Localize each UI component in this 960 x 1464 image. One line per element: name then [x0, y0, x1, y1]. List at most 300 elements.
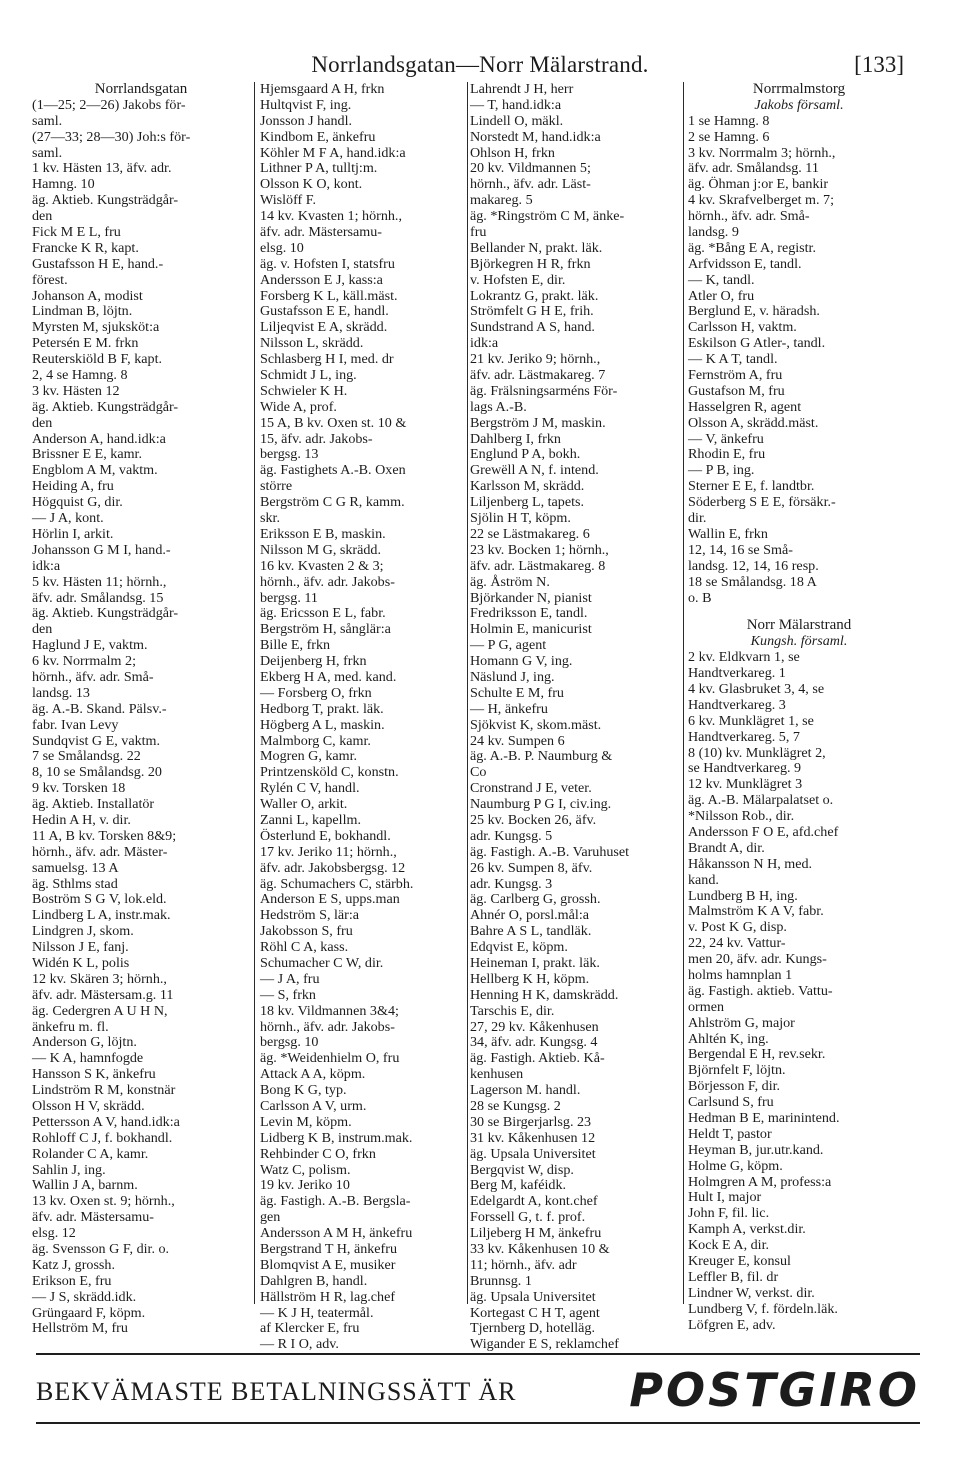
directory-entry: Hedin A H, v. dir. — [32, 811, 131, 828]
directory-entry: Homann G V, ing. — [470, 653, 573, 670]
directory-entry: Grewëll A N, f. intend. — [470, 462, 599, 479]
directory-entry: Fick M E L, fru — [32, 224, 121, 241]
directory-entry: — T, hand.idk:a — [470, 96, 562, 113]
directory-entry: 34, äfv. adr. Kungsg. 4 — [470, 1034, 598, 1051]
directory-entry: 4 kv. Glasbruket 3, 4, se — [688, 680, 825, 697]
directory-entry: 15, äfv. adr. Jakobs- — [260, 430, 373, 447]
directory-entry: Petersén E M. frkn — [32, 335, 139, 352]
directory-entry: Björkander N, pianist — [470, 589, 592, 606]
directory-entry: holms hamnplan 1 — [688, 966, 793, 983]
directory-entry: — J A, fru — [260, 970, 320, 987]
directory-entry: Lagerson M. handl. — [470, 1082, 581, 1099]
column-divider — [683, 82, 684, 1304]
directory-entry: Bergstrand T H, änkefru — [260, 1241, 397, 1258]
directory-entry: — V, änkefru — [688, 430, 764, 447]
directory-entry: Liljenberg L, tapets. — [470, 494, 585, 511]
directory-entry: Johanson A, modist — [32, 287, 143, 304]
directory-entry: (1—25; 2—26) Jakobs för- — [32, 96, 186, 113]
directory-entry: Andersson E J, kass:a — [260, 271, 383, 288]
directory-entry: Tarschis E, dir. — [470, 1002, 555, 1019]
directory-entry: Heineman I, prakt. läk. — [470, 954, 600, 971]
directory-entry: Erikson E, fru — [32, 1272, 112, 1289]
directory-entry: saml. — [32, 144, 63, 161]
directory-entry: Karlsson M, skrädd. — [470, 478, 585, 495]
directory-entry: Brandt A, dir. — [688, 839, 765, 856]
directory-entry: Gustafsson E E, handl. — [260, 303, 389, 320]
directory-entry: äg. *Weidenhielm O, fru — [260, 1050, 400, 1067]
directory-entry: Köhler M F A, hand.idk:a — [260, 144, 406, 161]
directory-entry: 27, 29 kv. Kåkenhusen — [470, 1018, 599, 1035]
directory-entry: Rehbinder C O, frkn — [260, 1145, 376, 1162]
directory-entry: Holmgren A M, profess:a — [688, 1173, 832, 1190]
directory-entry: Hedman B E, marinintend. — [688, 1110, 840, 1126]
directory-entry: Heyman B, jur.utr.kand. — [688, 1141, 824, 1158]
directory-entry: äg. Svensson G F, dir. o. — [32, 1241, 170, 1258]
directory-entry: fabr. Ivan Levy — [32, 716, 119, 733]
directory-entry: Carlsund S, fru — [688, 1094, 774, 1111]
directory-entry: den — [32, 621, 53, 638]
directory-entry: 8, 10 se Smålandsg. 20 — [32, 764, 162, 781]
directory-entry: Kindbom E, änkefru — [260, 128, 376, 145]
directory-entry: 15 A, B kv. Oxen st. 10 & — [260, 414, 407, 431]
directory-entry: 22, 24 kv. Vattur- — [688, 935, 786, 952]
directory-entry: John F, fil. lic. — [688, 1205, 770, 1222]
directory-entry: Hellberg K H, köpm. — [470, 970, 590, 987]
directory-entry: Forsberg K L, käll.mäst. — [260, 287, 398, 304]
directory-entry: äg. Ericsson E L, fabr. — [260, 605, 386, 622]
directory-entry: Wallin E, frkn — [688, 525, 768, 542]
directory-entry: *Nilsson Rob., dir. — [688, 808, 795, 825]
directory-entry: Söderberg S E E, försäkr.- — [688, 494, 836, 511]
directory-entry: Reuterskiöld B F, kapt. — [32, 351, 163, 368]
directory-entry: — H, änkefru — [470, 700, 548, 717]
directory-entry: äfv. adr. Mästersam.g. 11 — [32, 986, 174, 1003]
directory-entry: äfv. adr. Lästmakareg. 8 — [470, 557, 606, 574]
directory-entry: 12, 14, 16 se Små- — [688, 541, 793, 558]
directory-entry: landsg. 9 — [688, 224, 739, 241]
directory-entry: Berg M, kaféidk. — [470, 1177, 567, 1194]
directory-entry: Leffler B, fil. dr — [688, 1268, 779, 1285]
directory-entry: äg. Fastigh. A.-B. Bergsla- — [260, 1193, 411, 1210]
directory-entry: Sahlin J, ing. — [32, 1161, 106, 1178]
directory-entry: 25 kv. Bocken 26, äfv. — [470, 811, 597, 828]
directory-entry: äg. Carlberg G, grossh. — [470, 891, 601, 908]
directory-entry: 7 se Smålandsg. 22 — [32, 748, 141, 765]
directory-entry: Bille E, frkn — [260, 637, 331, 654]
directory-column-4 — [688, 81, 910, 1333]
directory-entry: 18 kv. Vildmannen 3&4; — [260, 1002, 399, 1019]
directory-entry: Englund P A, bokh. — [470, 446, 581, 463]
directory-entry: bergsg. 11 — [260, 589, 318, 606]
directory-entry: Lahrendt J H, herr — [470, 81, 574, 97]
directory-entry: 26 kv. Sumpen 8, äfv. — [470, 859, 593, 876]
directory-entry: landsg. 13 — [32, 684, 90, 701]
directory-entry: Liljeqvist E A, skrädd. — [260, 319, 388, 336]
directory-entry: den — [32, 414, 53, 431]
directory-column-3 — [470, 81, 680, 1353]
directory-entry: Francke K R, kapt. — [32, 239, 139, 256]
directory-entry: Ekberg H A, med. kand. — [260, 668, 397, 685]
directory-entry: äfv. adr. Jakobsbergsg. 12 — [260, 859, 406, 876]
directory-entry: 30 se Birgerjarlsg. 23 — [470, 1113, 592, 1130]
directory-entry: Lindner W, verkst. dir. — [688, 1284, 815, 1301]
directory-entry: Widén K L, polis — [32, 954, 130, 971]
directory-entry: Anderson E S, upps.man — [260, 891, 400, 908]
directory-entry: Ohlson H, frkn — [470, 144, 555, 161]
parish-subheading: Kungsh. församl. — [750, 633, 848, 650]
directory-entry: Malmström K A V, fabr. — [688, 903, 824, 920]
directory-entry: 11 A, B kv. Torsken 8&9; — [32, 827, 177, 844]
directory-entry: 21 kv. Jeriko 9; hörnh., — [470, 351, 601, 368]
directory-entry: 3 kv. Hästen 12 — [32, 382, 120, 399]
directory-entry: saml. — [32, 112, 63, 129]
directory-entry: Hultqvist F, ing. — [260, 96, 352, 113]
directory-entry: 5 kv. Hästen 11; hörnh., — [32, 573, 167, 590]
directory-entry: samuelsg. 13 A — [32, 859, 119, 876]
directory-entry: 17 kv. Jeriko 11; hörnh., — [260, 843, 397, 860]
directory-entry: Nilsson M G, skrädd. — [260, 541, 381, 558]
directory-entry: Johansson G M I, hand.- — [32, 541, 171, 558]
directory-entry: Kortegast C H T, agent — [470, 1304, 600, 1321]
directory-entry: äg. Aktieb. Kungsträdgår- — [32, 192, 179, 209]
directory-entry: Engblom A M, vaktm. — [32, 462, 158, 479]
directory-entry: 18 se Smålandsg. 18 A — [688, 573, 817, 590]
directory-entry: o. B — [688, 589, 712, 606]
directory-entry: äg. Aktieb. Installatör — [32, 796, 155, 813]
footer-rule-top — [36, 1353, 920, 1355]
directory-entry: äg. Schumachers C, stärbh. — [260, 875, 414, 892]
directory-entry: Bergqvist W, disp. — [470, 1161, 574, 1178]
directory-entry: äg. Öhman j:or E, bankir — [688, 176, 829, 193]
directory-entry: bergsg. 10 — [260, 1034, 319, 1051]
directory-entry: Malmborg C, kamr. — [260, 732, 371, 749]
directory-entry: Bergström J M, maskin. — [470, 414, 606, 431]
directory-entry: Boström S G V, lok.eld. — [32, 891, 167, 908]
directory-entry: 2 kv. Eldkvarn 1, se — [688, 649, 800, 666]
directory-entry: Katz J, grossh. — [32, 1256, 115, 1273]
directory-entry: — P G, agent — [470, 637, 547, 654]
directory-entry: — K A, hamnfogde — [32, 1050, 144, 1067]
directory-entry: Edqvist E, köpm. — [470, 939, 568, 956]
directory-entry: Sjölin H T, köpm. — [470, 510, 571, 527]
directory-entry: hörnh., äfv. adr. Mäster- — [32, 843, 168, 860]
directory-entry: äg. Fastigh. A.-B. Varuhuset — [470, 843, 630, 860]
street-heading: Norr Mälarstrand — [746, 617, 852, 634]
directory-entry: Lindman B, löjtn. — [32, 303, 133, 320]
directory-entry: Hult I, major — [688, 1189, 762, 1206]
directory-entry: 8 (10) kv. Munklägret 2, — [688, 744, 826, 761]
directory-entry: Sterner E E, f. landtbr. — [688, 478, 815, 495]
directory-entry: fru — [470, 224, 487, 241]
directory-entry: hörnh., äfv. adr. Läst- — [470, 176, 591, 193]
directory-entry: förest. — [32, 271, 68, 288]
directory-entry: Schumacher C W, dir. — [260, 954, 384, 971]
directory-entry: Gustafson M, fru — [688, 382, 785, 399]
directory-entry: (27—33; 28—30) Joh:s för- — [32, 128, 191, 145]
directory-entry: Wallin J A, barnm. — [32, 1177, 138, 1194]
directory-entry: Wide A, prof. — [260, 398, 337, 415]
directory-entry: hörnh., äfv. adr. Små- — [32, 668, 154, 685]
directory-entry: Henning H K, damskrädd. — [470, 986, 619, 1003]
directory-entry: — R I O, adv. — [260, 1336, 339, 1353]
directory-entry: 2 se Hamng. 6 — [688, 128, 770, 145]
directory-entry: Kreuger E, konsul — [688, 1253, 791, 1270]
directory-entry: Pettersson A V, hand.idk:a — [32, 1113, 180, 1130]
directory-entry: Brunnsg. 1 — [470, 1272, 532, 1289]
directory-entry: 11; hörnh., äfv. adr — [470, 1256, 577, 1273]
directory-entry: se Handtverkareg. 9 — [688, 760, 802, 777]
directory-entry: landsg. 12, 14, 16 resp. — [688, 557, 819, 574]
directory-entry: elsg. 12 — [32, 1225, 76, 1242]
directory-entry: Hörlin I, arkit. — [32, 525, 114, 542]
directory-entry: Högberg A L, maskin. — [260, 716, 385, 733]
directory-entry: Rohloff C J, f. bokhandl. — [32, 1129, 173, 1146]
column-divider — [254, 82, 255, 1304]
directory-entry: äg. Fastigh. aktieb. Vattu- — [688, 982, 833, 999]
directory-entry: Börjesson F, dir. — [688, 1078, 781, 1095]
directory-entry: Carlsson A V, urm. — [260, 1098, 367, 1114]
postgiro-logo: POSTGIRO — [629, 1363, 920, 1417]
directory-entry: Röhl C A, kass. — [260, 939, 349, 956]
directory-entry: äg. *Bång E A, registr. — [688, 239, 816, 256]
directory-entry: Hasselgren R, agent — [688, 398, 802, 415]
directory-entry: 4 kv. Skrafvelberget m. 7; — [688, 192, 834, 209]
directory-entry: Mogren G, kamr. — [260, 748, 358, 765]
directory-entry: äfv. adr. Mästersamu- — [32, 1209, 154, 1226]
directory-entry: Näslund J, ing. — [470, 668, 555, 685]
directory-entry: 33 kv. Kåkenhusen 10 & — [470, 1241, 610, 1258]
directory-entry: Olsson K O, kont. — [260, 176, 363, 193]
directory-entry: Lidberg K B, instrum.mak. — [260, 1129, 413, 1146]
directory-entry: Levin M, köpm. — [260, 1113, 352, 1130]
footer-rule-bottom — [36, 1422, 920, 1424]
directory-entry: Kock E A, dir. — [688, 1237, 770, 1254]
directory-entry: 2, 4 se Hamng. 8 — [32, 367, 128, 384]
directory-entry: Jonsson J handl. — [260, 112, 353, 129]
directory-entry: Deijenberg H, frkn — [260, 653, 367, 670]
directory-entry: Liljeberg H M, änkefru — [470, 1225, 602, 1242]
directory-entry: 22 se Lästmakareg. 6 — [470, 525, 590, 542]
directory-entry: lags A.-B. — [470, 398, 527, 415]
directory-entry: Handtverkareg. 3 — [688, 696, 786, 713]
directory-entry: Hjemsgaard A H, frkn — [260, 81, 385, 97]
directory-entry: Rolander C A, kamr. — [32, 1145, 149, 1162]
directory-entry: 20 kv. Vildmannen 5; — [470, 160, 591, 177]
directory-entry: ormen — [688, 998, 725, 1015]
directory-entry: Olsson H V, skrädd. — [32, 1098, 145, 1114]
directory-entry: Dahlberg I, frkn — [470, 430, 561, 447]
directory-entry: Håkansson N H, med. — [688, 855, 813, 872]
directory-entry: Zanni L, kapellm. — [260, 811, 361, 828]
directory-entry: Gustafsson H E, hand.- — [32, 255, 164, 272]
directory-entry: bergsg. 13 — [260, 446, 319, 463]
directory-entry: Bergendal E H, rev.sekr. — [688, 1046, 826, 1063]
directory-entry: äg. Åström N. — [470, 573, 550, 590]
directory-entry: Björnfelt F, löjtn. — [688, 1062, 786, 1079]
directory-entry: — J A, kont. — [32, 510, 104, 527]
directory-entry: Kamph A, verkst.dir. — [688, 1221, 806, 1238]
directory-entry: Eskilson G Atler-, tandl. — [688, 335, 826, 352]
directory-entry: Arfvidsson E, tandl. — [688, 255, 802, 272]
directory-entry: Högquist G, dir. — [32, 494, 123, 511]
directory-entry: v. Hofsten E, dir. — [470, 271, 566, 288]
directory-entry: Wislöff F. — [260, 192, 316, 209]
directory-entry: Rylén C V, handl. — [260, 780, 360, 797]
directory-column-2 — [260, 81, 463, 1353]
directory-entry: Fernström A, fru — [688, 367, 783, 384]
directory-entry: äfv. adr. Smålandsg. 15 — [32, 589, 164, 606]
directory-entry: 28 se Kungsg. 2 — [470, 1098, 561, 1114]
directory-entry: Eriksson E B, maskin. — [260, 525, 386, 542]
directory-entry: Jakobsson S, fru — [260, 923, 353, 940]
directory-entry: Rhodin E, fru — [688, 446, 766, 463]
directory-entry: Olsson A, skrädd.mäst. — [688, 414, 819, 431]
directory-entry: Schwieler K H. — [260, 382, 348, 399]
directory-entry: Björkegren H R, frkn — [470, 255, 591, 272]
directory-entry: Hedström S, lär:a — [260, 907, 360, 924]
directory-entry: kand. — [688, 871, 719, 888]
directory-entry: Andersson A M H, änkefru — [260, 1225, 413, 1242]
directory-entry: Sundqvist G E, vaktm. — [32, 732, 161, 749]
directory-entry: Lokrantz G, prakt. läk. — [470, 287, 599, 304]
directory-entry: skr. — [260, 510, 280, 527]
directory-entry: men 20, äfv. adr. Kungs- — [688, 951, 827, 968]
directory-entry: 12 kv. Skären 3; hörnh., — [32, 970, 167, 987]
directory-entry: Handtverkareg. 5, 7 — [688, 728, 800, 745]
directory-entry: af Klercker E, fru — [260, 1320, 360, 1337]
directory-entry: Andersson F O E, afd.chef — [688, 823, 839, 840]
directory-entry: Schulte E M, fru — [470, 684, 564, 701]
directory-entry: Cronstrand J E, veter. — [470, 780, 592, 797]
directory-entry: v. Post K G, disp. — [688, 919, 787, 936]
directory-entry: 23 kv. Bocken 1; hörnh., — [470, 541, 609, 558]
directory-entry: Bahre A S L, tandläk. — [470, 923, 592, 940]
directory-entry: idk:a — [470, 335, 499, 352]
directory-entry: Myrsten M, sjuksköt:a — [32, 319, 160, 336]
directory-entry: Lindgren J, skom. — [32, 923, 134, 940]
directory-entry: Ahnér O, porsl.mål:a — [470, 907, 589, 924]
advert-text: BEKVÄMASTE BETALNINGSSÄTT ÄR — [36, 1377, 517, 1406]
page-number: [133] — [854, 52, 904, 77]
directory-entry: Hansson S K, änkefru — [32, 1066, 156, 1083]
directory-entry: Forssell G, t. f. prof. — [470, 1209, 586, 1226]
directory-entry: — P B, ing. — [688, 462, 755, 479]
directory-entry: Lithner P A, tulltj:m. — [260, 160, 378, 177]
directory-entry: Anderson A, hand.idk:a — [32, 430, 166, 447]
directory-entry: Lindström R M, konstnär — [32, 1082, 176, 1099]
directory-entry: äg. Aktieb. Kungsträdgår- — [32, 605, 179, 622]
directory-entry: äg. Fastighets A.-B. Oxen — [260, 462, 406, 479]
directory-entry: äg. Fastigh. Aktieb. Kå- — [470, 1050, 605, 1067]
directory-entry: 12 kv. Munklägret 3 — [688, 776, 803, 793]
directory-entry: äfv. adr. Lästmakareg. 7 — [470, 367, 606, 384]
column-divider — [467, 82, 468, 1304]
directory-entry: Strömfelt G H E, frih. — [470, 303, 594, 320]
directory-entry: äg. Sthlms stad — [32, 875, 118, 892]
directory-entry: hörnh., äfv. adr. Jakobs- — [260, 573, 395, 590]
directory-entry: äg. Upsala Universitet — [470, 1288, 596, 1305]
directory-entry: Berglund E, v. häradsh. — [688, 303, 820, 320]
directory-entry: — K, tandl. — [688, 271, 755, 288]
directory-entry: Attack A A, köpm. — [260, 1066, 366, 1083]
directory-entry: Grüngaard F, köpm. — [32, 1304, 146, 1321]
directory-entry: Dahlgren B, handl. — [260, 1272, 368, 1289]
directory-entry: elsg. 10 — [260, 239, 304, 256]
directory-entry: — Forsberg O, frkn — [260, 684, 372, 701]
directory-entry: Edelgardt A, kont.chef — [470, 1193, 598, 1210]
directory-entry: Holme G, köpm. — [688, 1157, 783, 1174]
page-title: Norrlandsgatan—Norr Mälarstrand. — [311, 52, 649, 77]
directory-entry: hörnh., äfv. adr. Jakobs- — [260, 1018, 395, 1035]
directory-entry: Co — [470, 764, 487, 781]
directory-entry: större — [260, 478, 293, 495]
directory-entry: äg. Frälsningsarméns För- — [470, 382, 618, 399]
directory-entry: Handtverkareg. 1 — [688, 665, 786, 682]
directory-entry: Nilsson L, skrädd. — [260, 335, 364, 352]
directory-entry: Wigander E S, reklamchef — [470, 1336, 619, 1353]
directory-entry: Hedborg T, prakt. läk. — [260, 700, 384, 717]
directory-entry: 9 kv. Torsken 18 — [32, 780, 126, 797]
directory-entry: makareg. 5 — [470, 192, 533, 209]
directory-entry: Bong K G, typ. — [260, 1082, 347, 1099]
directory-entry: Schlasberg H I, med. dr — [260, 351, 394, 368]
directory-entry: Haglund J E, vaktm. — [32, 637, 148, 654]
directory-entry: 19 kv. Jeriko 10 — [260, 1177, 350, 1194]
directory-entry: äg. *Ringström C M, änke- — [470, 208, 625, 225]
street-heading: Norrlandsgatan — [94, 81, 188, 97]
directory-entry: 13 kv. Oxen st. 9; hörnh., — [32, 1193, 175, 1210]
directory-entry: Ahlström G, major — [688, 1014, 795, 1031]
directory-entry: Bergström C G R, kamm. — [260, 494, 405, 511]
directory-entry: Norstedt M, hand.idk:a — [470, 128, 601, 145]
directory-column-1 — [32, 81, 250, 1337]
directory-entry: hörnh., äfv. adr. Små- — [688, 208, 810, 225]
directory-entry: Anderson G, löjtn. — [32, 1034, 137, 1051]
directory-entry: Holmin E, manicurist — [470, 621, 592, 638]
directory-entry: Lindell O, mäkl. — [470, 112, 564, 129]
directory-entry: 31 kv. Kåkenhusen 12 — [470, 1129, 596, 1146]
directory-entry: Schmidt J L, ing. — [260, 367, 357, 384]
directory-entry: Naumburg P G I, civ.ing. — [470, 796, 612, 813]
directory-entry: Löfgren E, adv. — [688, 1316, 776, 1333]
directory-entry: Heldt T, pastor — [688, 1125, 772, 1142]
directory-entry: Hellström M, fru — [32, 1320, 128, 1337]
directory-entry: äfv. adr. Smålandsg. 11 — [688, 160, 819, 177]
directory-entry: 16 kv. Kvasten 2 & 3; — [260, 557, 384, 574]
directory-entry: Lindberg L A, instr.mak. — [32, 907, 171, 924]
directory-entry: 6 kv. Munklägret 1, se — [688, 712, 814, 729]
directory-entry: Ahltén K, ing. — [688, 1030, 769, 1047]
directory-entry: idk:a — [32, 557, 61, 574]
directory-entry: Printzensköld C, konstn. — [260, 764, 399, 781]
directory-entry: Hamng. 10 — [32, 176, 95, 193]
advert-footer — [36, 1363, 920, 1417]
directory-entry: Bellander N, prakt. läk. — [470, 239, 603, 256]
directory-entry: Lundberg B H, ing. — [688, 887, 798, 904]
directory-entry: 14 kv. Kvasten 1; hörnh., — [260, 208, 402, 225]
directory-entry: adr. Kungsg. 3 — [470, 875, 553, 892]
directory-entry: Hällström H R, lag.chef — [260, 1288, 396, 1305]
directory-entry: Sundstrand A S, hand. — [470, 319, 595, 336]
directory-entry: äg. v. Hofsten I, statsfru — [260, 255, 395, 272]
directory-entry: äg. Cedergren A U H N, — [32, 1002, 168, 1019]
directory-entry: äg. Aktieb. Kungsträdgår- — [32, 398, 179, 415]
directory-entry: Brissner E E, kamr. — [32, 446, 142, 463]
directory-entry: äfv. adr. Mästersamu- — [260, 224, 382, 241]
directory-entry: Fredriksson E, tandl. — [470, 605, 588, 622]
directory-entry: gen — [260, 1209, 281, 1226]
directory-entry: Sjökvist K, skom.mäst. — [470, 716, 602, 733]
